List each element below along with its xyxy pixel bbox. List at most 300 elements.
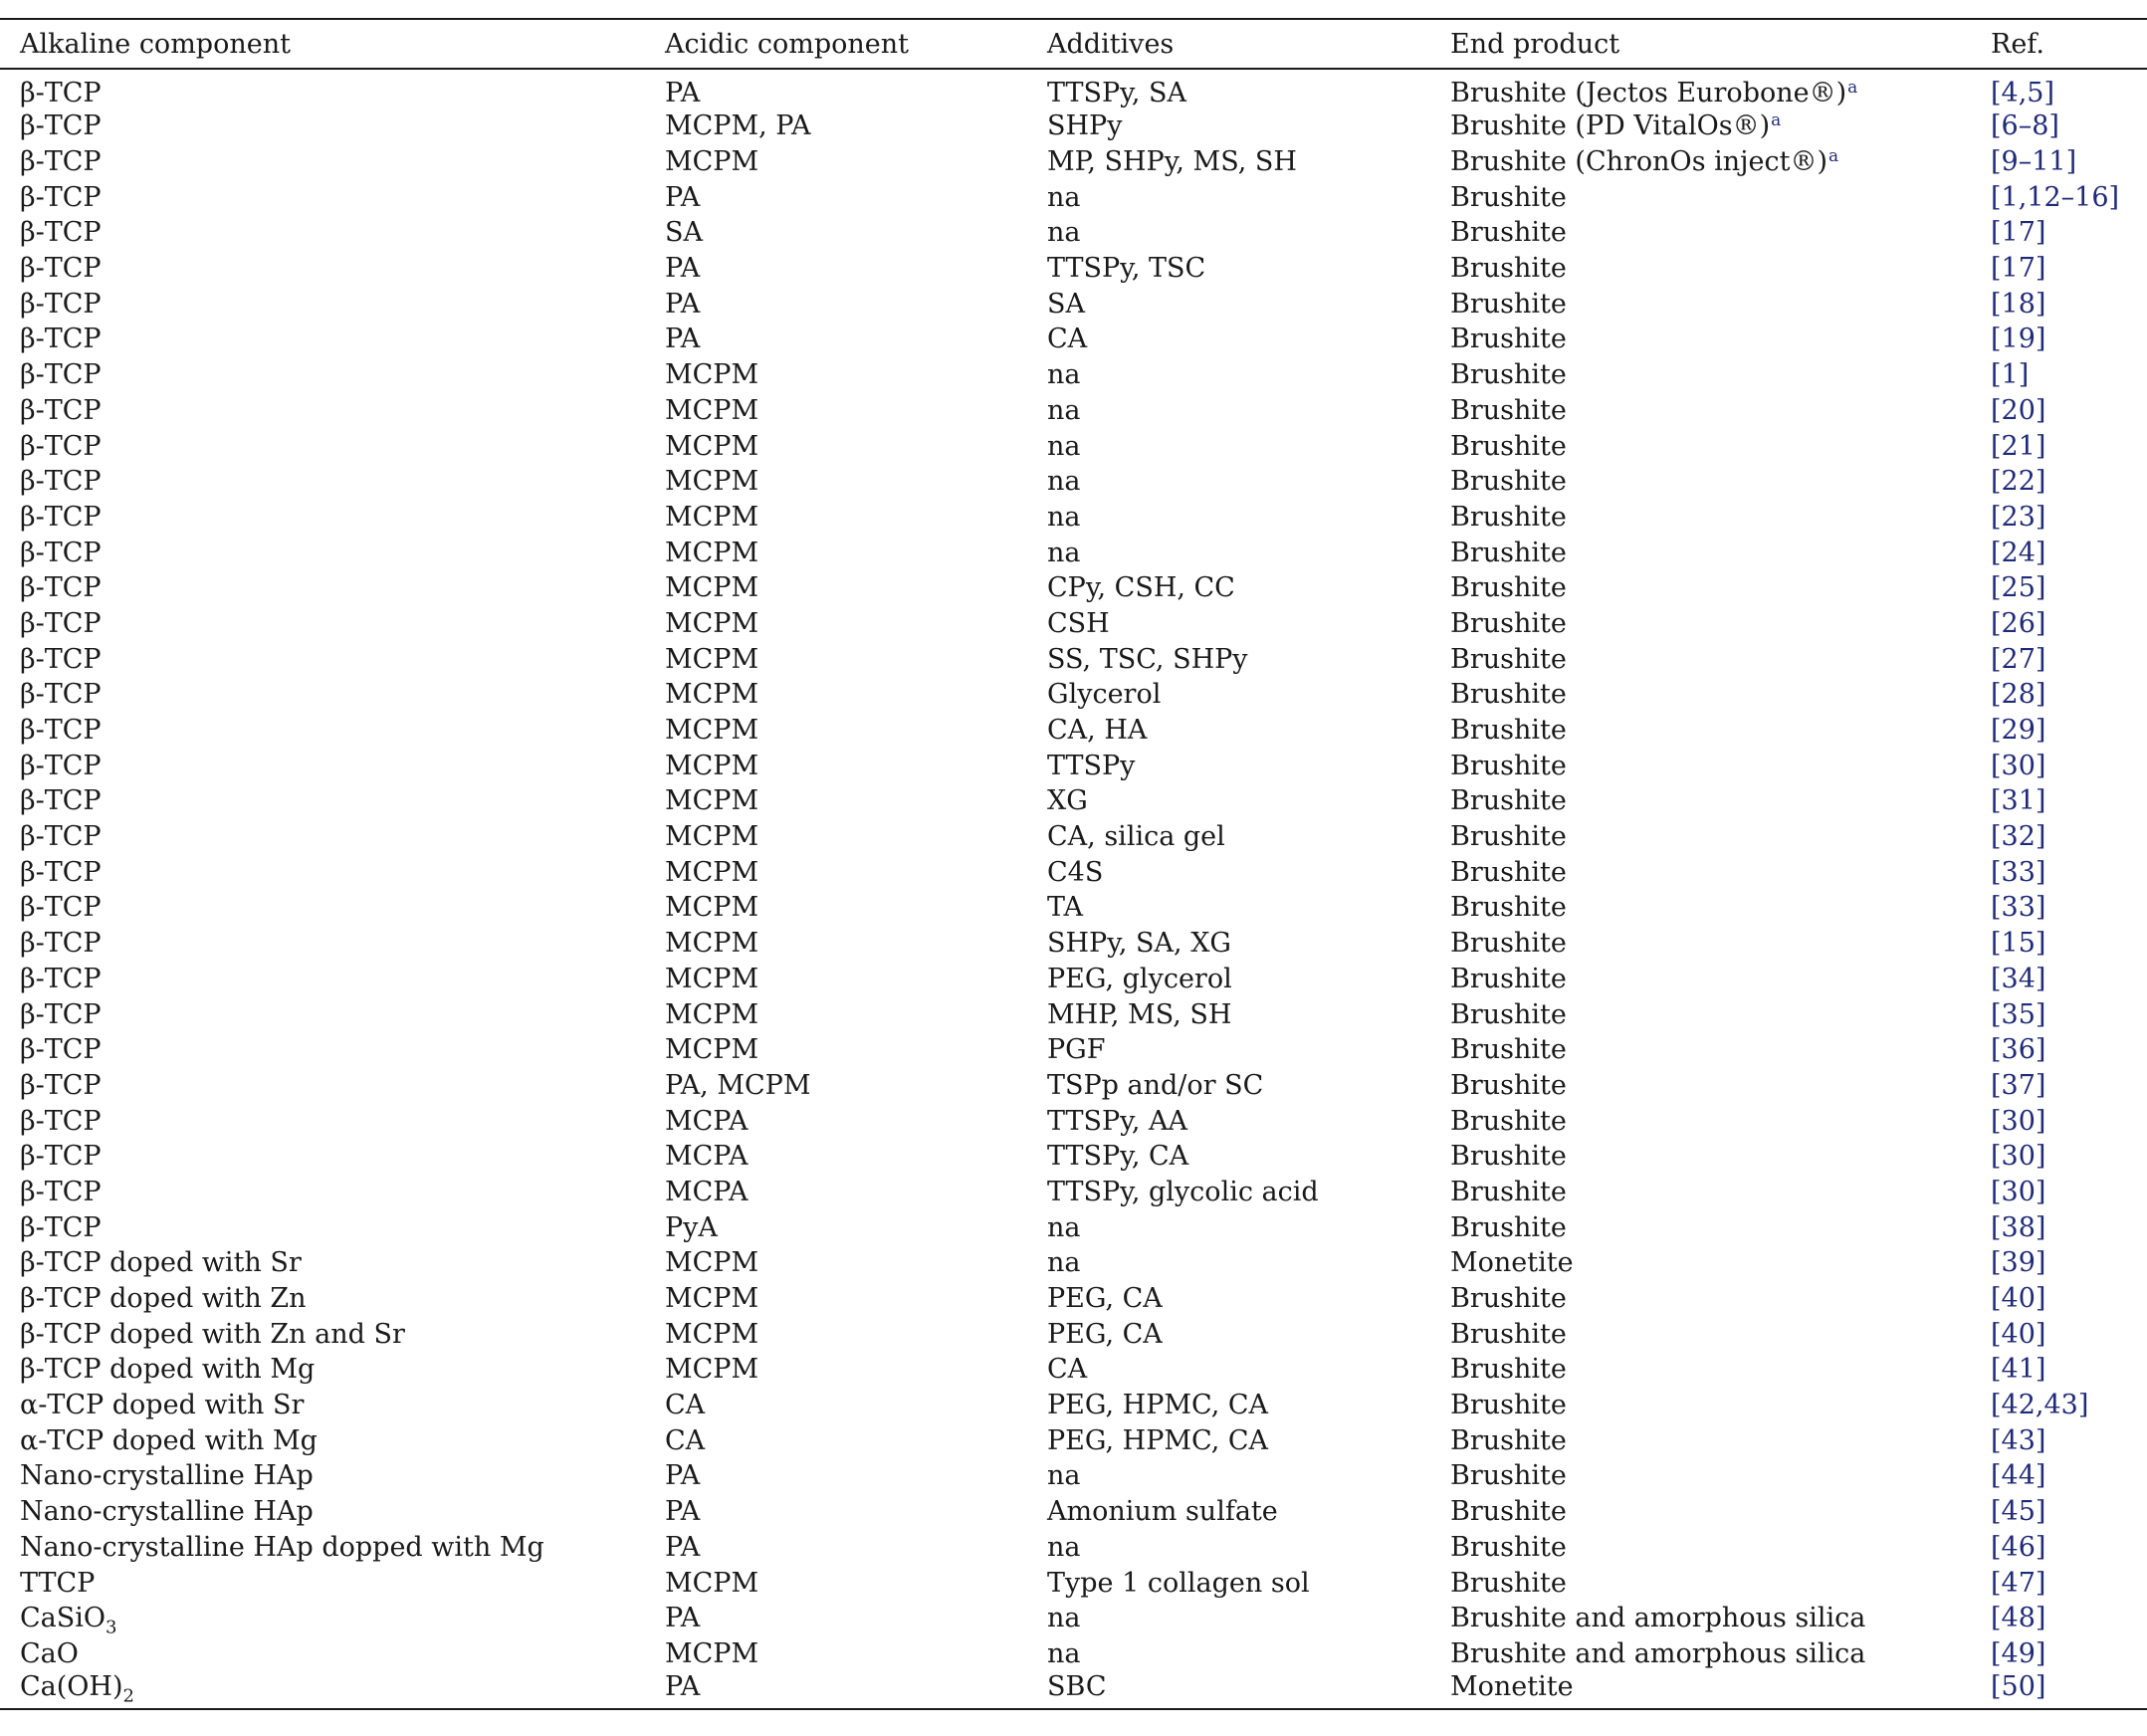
cell-additives: na — [1047, 1531, 1081, 1563]
cell-additives: SHPy, SA, XG — [1047, 928, 1231, 960]
table-row — [0, 1494, 2147, 1530]
cell-alkaline — [0, 251, 665, 287]
reference-link[interactable]: [34] — [1991, 963, 2046, 994]
reference-link[interactable]: [26] — [1991, 607, 2046, 639]
end-product-text: Brushite — [1450, 253, 1567, 285]
end-product-text: Brushite — [1450, 1105, 1567, 1137]
reference-link[interactable]: [49] — [1991, 1637, 2046, 1669]
cell-additives: na — [1047, 394, 1081, 426]
alkaline-text: β-TCP doped with Zn — [20, 1283, 307, 1315]
end-product-text: Brushite — [1450, 1567, 1567, 1599]
cell-end-product — [1450, 1352, 1991, 1388]
reference-link[interactable]: [28] — [1991, 679, 2046, 711]
cell-acidic: MCPM — [665, 679, 759, 711]
cell-acidic: PA — [665, 1496, 701, 1528]
cell-end-product — [1450, 677, 1991, 713]
cell-alkaline — [0, 926, 665, 962]
cell-additives: Amonium sulfate — [1047, 1496, 1278, 1528]
reference-link[interactable]: [33] — [1991, 892, 2046, 924]
cell-end-product — [1450, 1068, 1991, 1104]
reference-link[interactable]: [29] — [1991, 715, 2046, 747]
cell-end-product — [1450, 393, 1991, 429]
reference-link[interactable]: [41] — [1991, 1354, 2046, 1386]
table-row — [0, 179, 2147, 215]
reference-link[interactable]: [48] — [1991, 1603, 2046, 1634]
reference-link[interactable]: [37] — [1991, 1069, 2046, 1101]
cell-end-product — [1450, 215, 1991, 251]
cell-end-product — [1450, 996, 1991, 1032]
alkaline-text: β-TCP — [20, 607, 102, 639]
table-row — [0, 393, 2147, 429]
cell-end-product — [1450, 783, 1991, 819]
cell-acidic: MCPM — [665, 1354, 759, 1386]
end-product-text: Brushite — [1450, 607, 1567, 639]
cell-alkaline — [0, 748, 665, 783]
cell-alkaline — [0, 464, 665, 500]
cell-additives: MHP, MS, SH — [1047, 998, 1232, 1030]
cell-alkaline — [0, 69, 665, 108]
table-row — [0, 215, 2147, 251]
table-body — [0, 69, 2147, 1709]
reference-link[interactable]: [1] — [1991, 359, 2030, 391]
cell-alkaline — [0, 1494, 665, 1530]
cell-alkaline — [0, 1352, 665, 1388]
reference-link[interactable]: [30] — [1991, 1176, 2046, 1207]
reference-link[interactable]: [40] — [1991, 1283, 2046, 1315]
cell-end-product — [1450, 1175, 1991, 1210]
cell-end-product — [1450, 748, 1991, 783]
cell-end-product — [1450, 1530, 1991, 1566]
cell-additives: Type 1 collagen sol — [1047, 1567, 1310, 1599]
cell-acidic: MCPM — [665, 1283, 759, 1315]
reference-link[interactable]: [9–11] — [1991, 146, 2077, 178]
cell-additives: SS, TSC, SHPy — [1047, 643, 1248, 675]
reference-link[interactable]: [17] — [1991, 217, 2046, 249]
alkaline-text: β-TCP — [20, 537, 102, 568]
table-row — [0, 357, 2147, 393]
cell-alkaline — [0, 1671, 665, 1709]
cell-end-product — [1450, 1139, 1991, 1175]
reference-link[interactable]: [44] — [1991, 1460, 2046, 1492]
reference-link[interactable]: [46] — [1991, 1531, 2046, 1563]
cell-alkaline — [0, 854, 665, 890]
end-product-text: Brushite — [1450, 359, 1567, 391]
cell-end-product — [1450, 1565, 1991, 1601]
cell-alkaline — [0, 322, 665, 357]
cell-acidic: PA — [665, 324, 701, 355]
cell-alkaline — [0, 890, 665, 926]
cell-acidic: CA — [665, 1390, 706, 1421]
reference-link[interactable]: [24] — [1991, 537, 2046, 568]
end-product-text: Brushite — [1450, 750, 1567, 781]
reference-link[interactable]: [19] — [1991, 324, 2046, 355]
cell-acidic: PyA — [665, 1211, 718, 1243]
reference-link[interactable]: [15] — [1991, 928, 2046, 960]
alkaline-text: β-TCP — [20, 217, 102, 249]
table-row — [0, 1245, 2147, 1281]
alkaline-text: β-TCP — [20, 1141, 102, 1173]
cell-end-product — [1450, 1422, 1991, 1458]
cell-alkaline — [0, 1565, 665, 1601]
table-row — [0, 1139, 2147, 1175]
alkaline-text: β-TCP — [20, 715, 102, 747]
cell-acidic: MCPM — [665, 359, 759, 391]
cell-additives: C4S — [1047, 856, 1104, 888]
cell-alkaline — [0, 1139, 665, 1175]
cell-additives: MP, SHPy, MS, SH — [1047, 146, 1297, 178]
cell-end-product — [1450, 854, 1991, 890]
cell-acidic: PA — [665, 253, 701, 285]
cell-alkaline — [0, 713, 665, 749]
cell-end-product — [1450, 1636, 1991, 1672]
table-row — [0, 1671, 2147, 1709]
table-row — [0, 677, 2147, 713]
table-row — [0, 962, 2147, 997]
reference-link[interactable]: [50] — [1991, 1671, 2046, 1703]
end-product-text: Brushite — [1450, 928, 1567, 960]
alkaline-text: β-TCP — [20, 324, 102, 355]
alkaline-text: β-TCP — [20, 928, 102, 960]
reference-link[interactable]: [17] — [1991, 253, 2046, 285]
cell-end-product — [1450, 1103, 1991, 1139]
cell-additives: CA, HA — [1047, 715, 1148, 747]
cell-additives: TTSPy, glycolic acid — [1047, 1176, 1319, 1207]
end-product-text: Brushite — [1450, 856, 1567, 888]
end-product-text: Brushite — [1450, 1354, 1567, 1386]
cell-alkaline — [0, 1316, 665, 1352]
cell-additives: CA — [1047, 1354, 1088, 1386]
table-row — [0, 1601, 2147, 1636]
header-ref: Ref. — [1991, 28, 2044, 60]
reference-link[interactable]: [38] — [1991, 1211, 2046, 1243]
end-product-text: Brushite — [1450, 1211, 1567, 1243]
cell-end-product — [1450, 464, 1991, 500]
alkaline-text: CaO — [20, 1637, 79, 1669]
cell-additives: CPy, CSH, CC — [1047, 572, 1235, 604]
table-row — [0, 996, 2147, 1032]
reference-link[interactable]: [23] — [1991, 501, 2046, 533]
cell-acidic: MCPM — [665, 501, 759, 533]
end-product-text: Brushite — [1450, 1424, 1567, 1456]
cell-acidic: MCPM — [665, 607, 759, 639]
reference-link[interactable]: [30] — [1991, 1141, 2046, 1173]
cell-alkaline — [0, 393, 665, 429]
table-row — [0, 144, 2147, 180]
table-row — [0, 570, 2147, 606]
reference-link[interactable]: [43] — [1991, 1424, 2046, 1456]
reference-link[interactable]: [30] — [1991, 750, 2046, 781]
cell-end-product — [1450, 322, 1991, 357]
cell-alkaline — [0, 1422, 665, 1458]
cell-acidic: MCPM — [665, 750, 759, 781]
cell-additives: na — [1047, 537, 1081, 568]
cell-alkaline — [0, 677, 665, 713]
cell-alkaline — [0, 500, 665, 536]
cell-additives: PEG, HPMC, CA — [1047, 1390, 1269, 1421]
end-product-text: Brushite and amorphous silica — [1450, 1603, 1866, 1634]
cell-end-product — [1450, 1245, 1991, 1281]
cell-additives: na — [1047, 1247, 1081, 1279]
cell-acidic: PA — [665, 288, 701, 320]
footnote-marker[interactable]: a — [1828, 146, 1839, 167]
reference-link[interactable]: [4,5] — [1991, 78, 2055, 108]
end-product-text: Brushite — [1450, 1390, 1567, 1421]
end-product-text: Monetite — [1450, 1247, 1574, 1279]
end-product-text: Brushite — [1450, 1176, 1567, 1207]
cell-acidic: MCPM — [665, 1637, 759, 1669]
cell-additives: PEG, glycerol — [1047, 963, 1232, 994]
cell-acidic: MCPM — [665, 998, 759, 1030]
reference-link[interactable]: [22] — [1991, 466, 2046, 498]
end-product-text: Brushite — [1450, 394, 1567, 426]
cell-alkaline — [0, 215, 665, 251]
cell-acidic: PA — [665, 1671, 701, 1703]
alkaline-text: β-TCP — [20, 181, 102, 213]
table-row — [0, 1281, 2147, 1317]
alkaline-subscript: 3 — [106, 1617, 117, 1638]
alkaline-text: β-TCP doped with Zn and Sr — [20, 1318, 405, 1350]
reference-link[interactable]: [32] — [1991, 821, 2046, 853]
table-row — [0, 464, 2147, 500]
cell-alkaline — [0, 1068, 665, 1104]
cell-end-product — [1450, 69, 1991, 108]
reference-link[interactable]: [42,43] — [1991, 1390, 2089, 1421]
reference-link[interactable]: [33] — [1991, 856, 2046, 888]
reference-link[interactable]: [39] — [1991, 1247, 2046, 1279]
reference-link[interactable]: [1,12–16] — [1991, 181, 2120, 213]
cell-additives: na — [1047, 181, 1081, 213]
cell-additives: CA, silica gel — [1047, 821, 1225, 853]
cell-end-product — [1450, 108, 1991, 144]
cell-end-product — [1450, 962, 1991, 997]
table-row — [0, 713, 2147, 749]
cell-acidic: MCPM — [665, 394, 759, 426]
cell-additives: na — [1047, 501, 1081, 533]
reference-link[interactable]: [21] — [1991, 430, 2046, 462]
end-product-text: Brushite — [1450, 679, 1567, 711]
cell-end-product — [1450, 1671, 1991, 1709]
table-row — [0, 783, 2147, 819]
cell-alkaline — [0, 1209, 665, 1245]
cell-acidic: MCPM — [665, 1247, 759, 1279]
cell-end-product — [1450, 1458, 1991, 1494]
table-row — [0, 926, 2147, 962]
reference-link[interactable]: [35] — [1991, 998, 2046, 1030]
cell-end-product — [1450, 1601, 1991, 1636]
table-row — [0, 1068, 2147, 1104]
cell-end-product — [1450, 1209, 1991, 1245]
cell-additives: XG — [1047, 785, 1088, 817]
cell-additives: na — [1047, 1460, 1081, 1492]
cell-end-product — [1450, 144, 1991, 180]
cell-end-product — [1450, 286, 1991, 322]
table-row — [0, 819, 2147, 855]
cell-alkaline — [0, 1530, 665, 1566]
cell-acidic: MCPA — [665, 1176, 749, 1207]
cell-end-product — [1450, 570, 1991, 606]
alkaline-text: β-TCP — [20, 785, 102, 817]
end-product-text: Brushite — [1450, 288, 1567, 320]
alkaline-text: Nano-crystalline HAp — [20, 1496, 314, 1528]
table-row — [0, 69, 2147, 108]
cell-additives: PEG, CA — [1047, 1318, 1163, 1350]
cell-alkaline — [0, 535, 665, 570]
table-row — [0, 854, 2147, 890]
end-product-text: Brushite — [1450, 430, 1567, 462]
cell-additives: na — [1047, 217, 1081, 249]
cell-end-product — [1450, 713, 1991, 749]
cell-alkaline — [0, 1245, 665, 1281]
cell-additives: TA — [1047, 892, 1084, 924]
cell-alkaline — [0, 1388, 665, 1423]
end-product-text: Brushite (ChronOs inject®) — [1450, 146, 1828, 178]
end-product-text: Brushite — [1450, 785, 1567, 817]
end-product-text: Brushite — [1450, 1318, 1567, 1350]
cell-acidic: SA — [665, 217, 703, 249]
cell-additives: PEG, HPMC, CA — [1047, 1424, 1269, 1456]
cropped-caption-fragment — [0, 0, 2147, 6]
reference-link[interactable]: [47] — [1991, 1567, 2046, 1599]
cell-end-product — [1450, 428, 1991, 464]
end-product-text: Brushite and amorphous silica — [1450, 1637, 1866, 1669]
cell-additives: TTSPy, TSC — [1047, 253, 1206, 285]
reference-link[interactable]: [18] — [1991, 288, 2046, 320]
table-row — [0, 500, 2147, 536]
alkaline-text: CaSiO — [20, 1603, 107, 1634]
table-row — [0, 286, 2147, 322]
cell-acidic: MCPM — [665, 1034, 759, 1066]
end-product-text: Brushite — [1450, 1034, 1567, 1066]
cell-alkaline — [0, 428, 665, 464]
table-row — [0, 1103, 2147, 1139]
cell-acidic: PA — [665, 181, 701, 213]
end-product-text: Brushite — [1450, 324, 1567, 355]
alkaline-text: β-TCP — [20, 110, 102, 142]
table-row — [0, 1032, 2147, 1068]
alkaline-text: β-TCP — [20, 78, 102, 108]
end-product-text: Brushite — [1450, 1531, 1567, 1563]
end-product-text: Brushite — [1450, 715, 1567, 747]
end-product-text: Brushite — [1450, 501, 1567, 533]
reference-link[interactable]: [45] — [1991, 1496, 2046, 1528]
cell-acidic: PA — [665, 1531, 701, 1563]
end-product-text: Brushite — [1450, 1496, 1567, 1528]
cell-alkaline — [0, 286, 665, 322]
cell-alkaline — [0, 108, 665, 144]
cell-additives: TTSPy, AA — [1047, 1105, 1188, 1137]
end-product-text: Brushite — [1450, 181, 1567, 213]
cell-end-product — [1450, 1316, 1991, 1352]
cell-alkaline — [0, 357, 665, 393]
alkaline-text: β-TCP — [20, 892, 102, 924]
table-row — [0, 748, 2147, 783]
cell-end-product — [1450, 1281, 1991, 1317]
table-row — [0, 1565, 2147, 1601]
cell-end-product — [1450, 1388, 1991, 1423]
cell-end-product — [1450, 606, 1991, 642]
cell-end-product — [1450, 251, 1991, 287]
alkaline-text: β-TCP — [20, 1069, 102, 1101]
alkaline-text: β-TCP — [20, 572, 102, 604]
end-product-text: Brushite — [1450, 217, 1567, 249]
header-alkaline: Alkaline component — [20, 28, 291, 60]
table-row — [0, 1636, 2147, 1672]
cell-alkaline — [0, 1601, 665, 1636]
alkaline-text: β-TCP — [20, 821, 102, 853]
cell-acidic: PA — [665, 1460, 701, 1492]
alkaline-text: β-TCP — [20, 750, 102, 781]
header-acidic: Acidic component — [665, 28, 910, 60]
end-product-text: Brushite (Jectos Eurobone®) — [1450, 78, 1847, 108]
end-product-text: Brushite — [1450, 466, 1567, 498]
reference-link[interactable]: [36] — [1991, 1034, 2046, 1066]
end-product-text: Brushite — [1450, 821, 1567, 853]
reference-link[interactable]: [20] — [1991, 394, 2046, 426]
cell-end-product — [1450, 535, 1991, 570]
cell-end-product — [1450, 890, 1991, 926]
cell-additives: na — [1047, 466, 1081, 498]
footnote-marker[interactable]: a — [1847, 78, 1858, 98]
cell-additives: TTSPy, SA — [1047, 78, 1187, 108]
alkaline-text: β-TCP — [20, 430, 102, 462]
alkaline-text: β-TCP — [20, 394, 102, 426]
cell-alkaline — [0, 1032, 665, 1068]
reference-link[interactable]: [40] — [1991, 1318, 2046, 1350]
alkaline-text: β-TCP doped with Mg — [20, 1354, 316, 1386]
cell-additives: PGF — [1047, 1034, 1106, 1066]
end-product-text: Brushite — [1450, 998, 1567, 1030]
alkaline-text: β-TCP — [20, 253, 102, 285]
cell-alkaline — [0, 606, 665, 642]
header-row — [0, 19, 2147, 69]
table-row — [0, 1316, 2147, 1352]
cell-additives: na — [1047, 1211, 1081, 1243]
cell-acidic: MCPM — [665, 643, 759, 675]
cell-alkaline — [0, 1636, 665, 1672]
alkaline-text: β-TCP — [20, 998, 102, 1030]
cell-alkaline — [0, 144, 665, 180]
reference-link[interactable]: [31] — [1991, 785, 2046, 817]
cell-acidic: MCPM — [665, 928, 759, 960]
reference-link[interactable]: [6–8] — [1991, 110, 2059, 142]
table-row — [0, 1458, 2147, 1494]
end-product-text: Brushite — [1450, 1141, 1567, 1173]
cell-acidic: MCPA — [665, 1105, 749, 1137]
footnote-marker[interactable]: a — [1771, 110, 1782, 131]
end-product-text: Brushite — [1450, 537, 1567, 568]
cell-alkaline — [0, 819, 665, 855]
alkaline-text: β-TCP — [20, 466, 102, 498]
end-product-text: Brushite — [1450, 572, 1567, 604]
table-row — [0, 890, 2147, 926]
header-end-product: End product — [1450, 28, 1620, 60]
reference-link[interactable]: [25] — [1991, 572, 2046, 604]
table-row — [0, 1352, 2147, 1388]
reference-link[interactable]: [30] — [1991, 1105, 2046, 1137]
alkaline-text: Ca(OH) — [20, 1671, 123, 1703]
cell-acidic: MCPM — [665, 466, 759, 498]
cell-additives: na — [1047, 1603, 1081, 1634]
cell-alkaline — [0, 1175, 665, 1210]
cell-additives: na — [1047, 430, 1081, 462]
reference-link[interactable]: [27] — [1991, 643, 2046, 675]
alkaline-text: Nano-crystalline HAp dopped with Mg — [20, 1531, 544, 1563]
end-product-text: Brushite — [1450, 1283, 1567, 1315]
cell-alkaline — [0, 641, 665, 677]
alkaline-text: α-TCP doped with Sr — [20, 1390, 305, 1421]
cell-additives: Glycerol — [1047, 679, 1162, 711]
alkaline-text: β-TCP — [20, 1105, 102, 1137]
